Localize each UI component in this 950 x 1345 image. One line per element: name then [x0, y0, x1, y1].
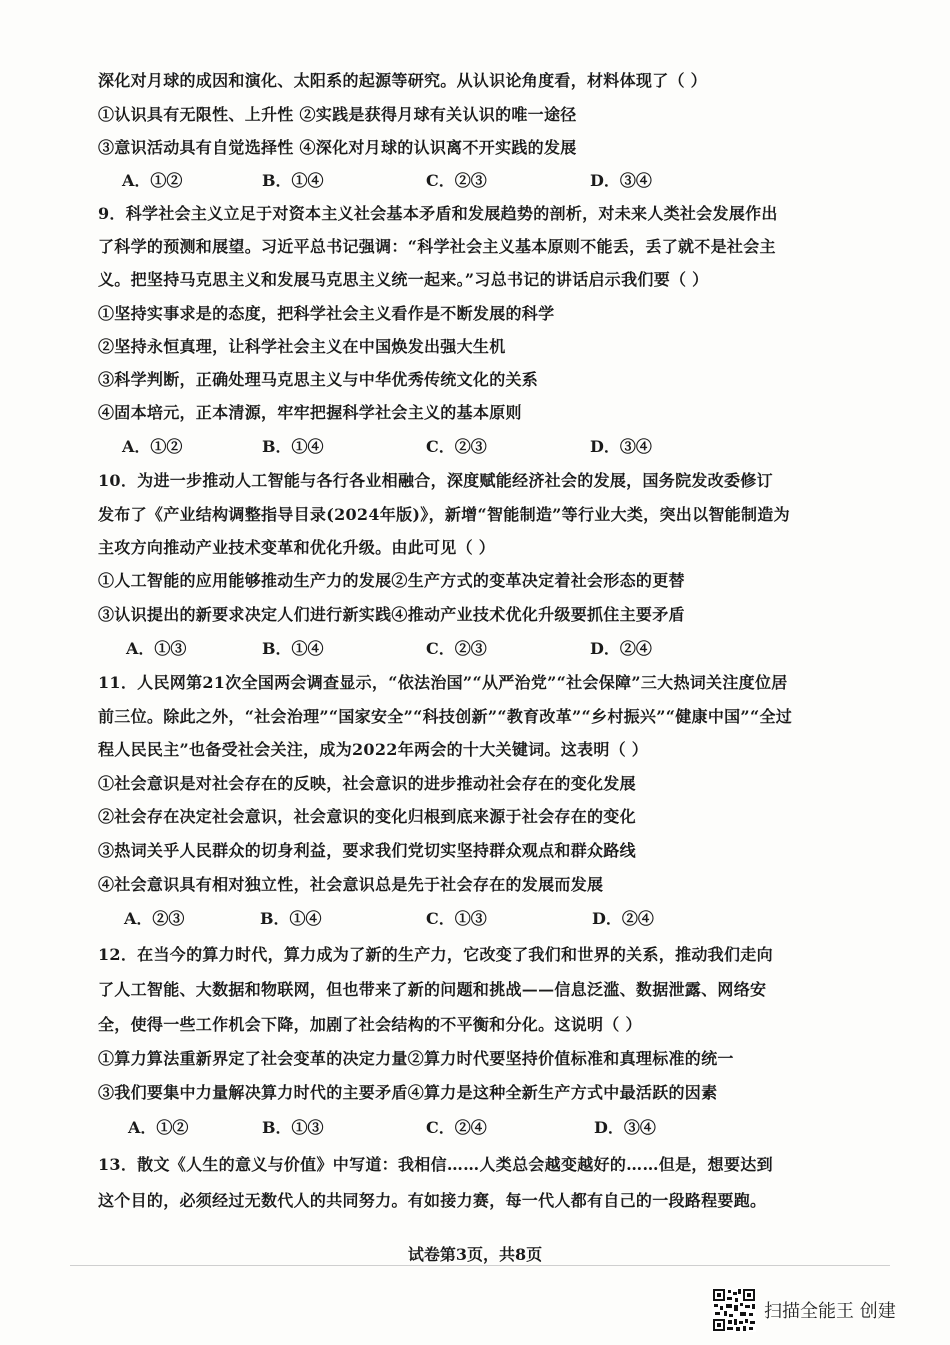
q9-option-d: D．③④: [590, 437, 652, 456]
q10-option-c: C．②③: [426, 639, 487, 658]
q11-item-4: ④社会意识具有相对独立性，社会意识总是先于社会存在的发展而发展: [98, 875, 604, 894]
footer-divider: [70, 1265, 890, 1266]
q12-line-1: 12．在当今的算力时代，算力成为了新的生产力，它改变了我们和世界的关系，推动我们走向: [98, 945, 773, 964]
q11-line-3: 程人民民主”也备受社会关注，成为2022年两会的十大关键词。这表明（ ）: [98, 740, 649, 759]
q8-stem-end: 深化对月球的成因和演化、太阳系的起源等研究。从认识论角度看，材料体现了（ ）: [98, 71, 707, 90]
q8-option-c: C．②③: [426, 171, 487, 190]
q9-option-c: C．②③: [426, 437, 487, 456]
q9-line-1: 9．科学社会主义立足于对资本主义社会基本矛盾和发展趋势的剖析，对未来人类社会发展作出: [98, 204, 778, 223]
q12-line-3: 全，使得一些工作机会下降，加剧了社会结构的不平衡和分化。这说明（ ）: [98, 1015, 642, 1034]
q12-option-a: A．①②: [128, 1118, 189, 1137]
q11-option-d: D．②④: [592, 909, 654, 928]
q9-line-3: 义。把坚持马克思主义和发展马克思主义统一起来。”习总书记的讲话启示我们要（ ）: [98, 270, 709, 289]
q11-line-2: 前三位。除此之外，“社会治理”“国家安全”“科技创新”“教育改革”“乡村振兴”“健康中国”“全过: [98, 707, 793, 726]
q10-item-1: ①人工智能的应用能够推动生产力的发展②生产方式的变革决定着社会形态的更替: [98, 571, 685, 590]
q12-item-1: ①算力算法重新界定了社会变革的决定力量②算力时代要坚持价值标准和真理标准的统一: [98, 1049, 734, 1068]
q9-option-b: B．①④: [262, 437, 324, 456]
q11-option-a: A．②③: [124, 909, 185, 928]
q13-line-2: 这个目的，必须经过无数代人的共同努力。有如接力赛，每一代人都有自己的一段路程要跑。: [98, 1191, 767, 1210]
scanner-watermark: [712, 1288, 896, 1332]
q8-item-2: ③意识活动具有自觉选择性 ④深化对月球的认识离不开实践的发展: [98, 138, 577, 157]
q12-item-2: ③我们要集中力量解决算力时代的主要矛盾④算力是这种全新生产方式中最活跃的因素: [98, 1083, 718, 1102]
q8-item-1: ①认识具有无限性、上升性 ②实践是获得月球有关认识的唯一途径: [98, 105, 577, 124]
q12-option-c: C．②④: [426, 1118, 487, 1137]
q11-item-1: ①社会意识是对社会存在的反映，社会意识的进步推动社会存在的变化发展: [98, 774, 636, 793]
q8-option-b: B．①④: [262, 171, 324, 190]
q12-line-2: 了人工智能、大数据和物联网，但也带来了新的问题和挑战——信息泛滥、数据泄露、网络安: [98, 980, 767, 999]
q10-option-b: B．①④: [262, 639, 324, 658]
q8-option-a: A．①②: [122, 171, 183, 190]
qr-code-icon: [712, 1288, 756, 1332]
q11-item-2: ②社会存在决定社会意识，社会意识的变化归根到底来源于社会存在的变化: [98, 807, 636, 826]
q9-line-2: 了科学的预测和展望。习近平总书记强调：“科学社会主义基本原则不能丢，丢了就不是社会主: [98, 237, 776, 256]
q10-option-d: D．②④: [590, 639, 652, 658]
q9-item-3: ③科学判断，正确处理马克思主义与中华优秀传统文化的关系: [98, 370, 539, 389]
q9-item-4: ④固本培元，正本清源，牢牢把握科学社会主义的基本原则: [98, 403, 522, 422]
q10-line-3: 主攻方向推动产业技术变革和优化升级。由此可见（ ）: [98, 538, 496, 557]
q11-option-b: B．①④: [260, 909, 322, 928]
q9-option-a: A．①②: [122, 437, 183, 456]
q11-line-1: 11．人民网第21次全国两会调查显示，“依法治国”“从严治党”“社会保障”三大热词关注度位居: [98, 673, 788, 692]
watermark-text: 扫描全能王 创建: [764, 1301, 896, 1322]
q11-item-3: ③热词关乎人民群众的切身利益，要求我们党切实坚持群众观点和群众路线: [98, 841, 636, 860]
q9-item-2: ②坚持永恒真理，让科学社会主义在中国焕发出强大生机: [98, 337, 506, 356]
q10-item-2: ③认识提出的新要求决定人们进行新实践④推动产业技术优化升级要抓住主要矛盾: [98, 605, 685, 624]
q10-line-2: 发布了《产业结构调整指导目录(2024年版)》，新增“智能制造”等行业大类，突出以智能制造为: [98, 505, 790, 524]
q12-option-d: D．③④: [594, 1118, 656, 1137]
q10-option-a: A．①③: [126, 639, 187, 658]
q13-line-1: 13．散文《人生的意义与价值》中写道：我相信……人类总会越变越好的……但是，想要达到: [98, 1155, 773, 1174]
q10-line-1: 10．为进一步推动人工智能与各行各业相融合，深度赋能经济社会的发展，国务院发改委修订: [98, 471, 773, 490]
q11-option-c: C．①③: [426, 909, 487, 928]
q8-option-d: D．③④: [590, 171, 652, 190]
q12-option-b: B．①③: [262, 1118, 324, 1137]
page-footer: 试卷第3页，共8页: [407, 1245, 543, 1264]
q9-item-1: ①坚持实事求是的态度，把科学社会主义看作是不断发展的科学: [98, 304, 555, 323]
